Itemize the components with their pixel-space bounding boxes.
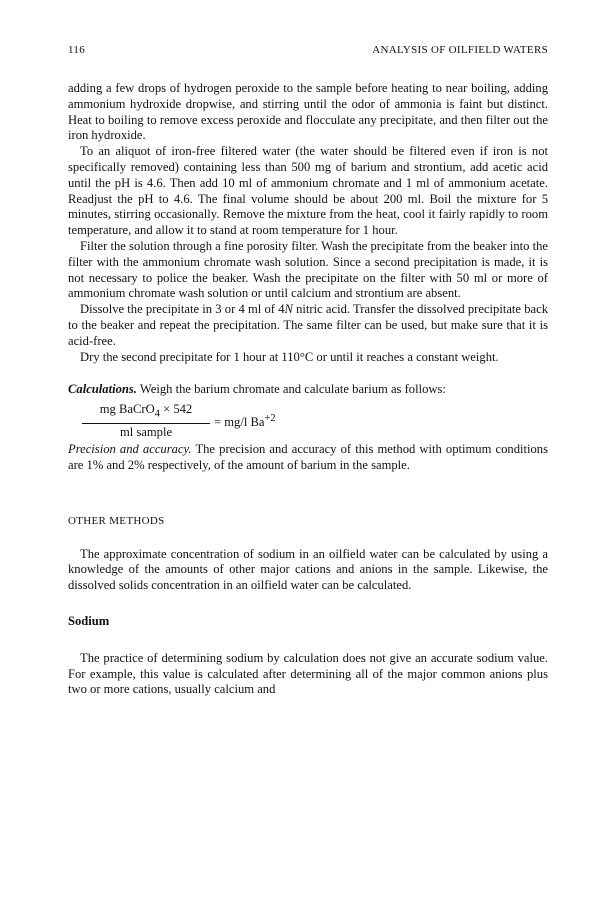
result-prefix: = mg/l Ba <box>214 415 265 430</box>
formula-numerator <box>82 402 210 424</box>
numerator-prefix: mg BaCrO <box>99 402 155 417</box>
paragraph-precision <box>68 442 548 474</box>
formula-denominator: ml sample <box>119 425 173 440</box>
paragraph-calculations <box>68 382 548 398</box>
paragraph-dissolve <box>68 302 548 349</box>
body-text <box>68 81 548 698</box>
paragraph-dry: Dry the second precipitate for 1 hour at 110°C or until it reaches a constant weight. <box>80 349 499 364</box>
calculations-lead: Calculations. <box>68 382 137 397</box>
precision-text: The precision and accuracy of this method with optimum conditions are 1% and 2% respectively, of the amount of barium in the sample. <box>68 442 548 472</box>
section-heading-other-methods: OTHER METHODS <box>68 514 165 527</box>
dissolve-text-start: Dissolve the precipitate in 3 or 4 ml of 4 <box>80 302 285 317</box>
result-superscript: +2 <box>264 413 276 425</box>
paragraph-sodium: The practice of determining sodium by calculation does not give an accurate sodium value. For example, this value is calculated after determining all of the major common anions plus two or more cations, usually calcium and <box>68 650 548 697</box>
paragraph-other-methods: The approximate concentration of sodium in an oilfield water can be calculated by using a knowledge of the amounts of other major cations and anions in the sample. Likewise, the dissolved solids concentration in an oilfield water can be calculated. <box>68 546 548 593</box>
page-number: 116 <box>68 44 85 56</box>
dissolve-text-end: nitric acid. Transfer the dissolved precipitate back to the beaker and repeat the precipitation. The same filter can be used, but make sure that it is acid-free. <box>68 302 548 348</box>
precision-lead: Precision and accuracy. <box>68 442 192 457</box>
paragraph-iron-removal: adding a few drops of hydrogen peroxide to the sample before heating to near boiling, adding ammonium hydroxide dropwise, and stirring until the odor of ammonia is faint but distinct. Heat to boiling to remove excess peroxide and flocculate any precipitate, and then filter out the iron hydroxide. <box>68 81 548 143</box>
running-title: ANALYSIS OF OILFIELD WATERS <box>372 44 548 56</box>
calculations-text: Weigh the barium chromate and calculate barium as follows: <box>136 382 446 397</box>
formula-fraction <box>82 402 210 441</box>
normality-symbol: N <box>284 302 293 317</box>
paragraph-filter: Filter the solution through a fine porosity filter. Wash the precipitate from the beaker into the filter with the ammonium chromate wash solution. Since a second precipitation is made, it is not necessary to police the beaker. Wash the precipitate on the filter with 50 ml or more of ammonium chromate wash solution or until calcium and strontium are absent. <box>68 238 548 301</box>
barium-formula <box>82 402 548 442</box>
numerator-subscript: 4 <box>154 408 160 420</box>
paragraph-aliquot: To an aliquot of iron-free filtered water (the water should be filtered even if iron is not specifically removed) containing less than 500 mg of barium and strontium, add acetic acid until the pH is 4.6. Then add 10 ml of ammonium chromate and 1 ml of ammonium acetate. Readjust the pH to 4.6. The final volume should be about 200 ml. Boil the mixture for 5 minutes, stirring occasionally. Remove the mixture from the heat, cool it fairly rapidly to room temperature, and allow it to stand at room temperature for 1 hour. <box>68 144 548 238</box>
formula-result <box>214 411 276 431</box>
numerator-suffix: × 542 <box>159 402 193 417</box>
subheading-sodium: Sodium <box>68 613 110 628</box>
